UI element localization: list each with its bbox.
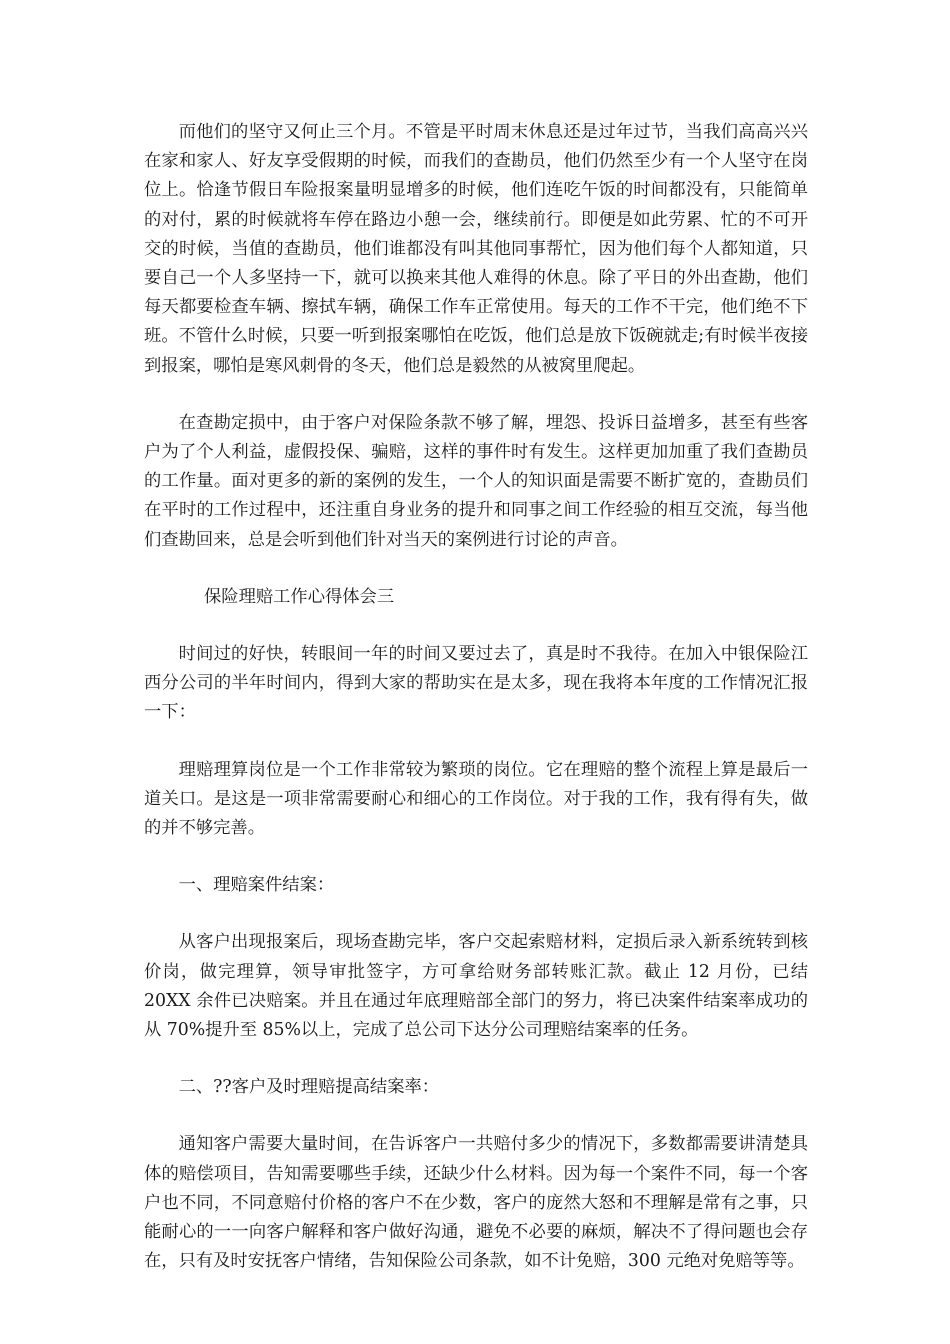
paragraph-gap (144, 381, 808, 409)
paragraph-gap (144, 900, 808, 928)
paragraph-gap (144, 1102, 808, 1130)
paragraph-gap (144, 728, 808, 756)
section-title: 保险理赔工作心得体会三 (204, 586, 395, 607)
paragraph-persistence: 而他们的坚守又何止三个月。不管是平时周末休息还是过年过节，当我们高高兴兴在家和家人、好友享受假期的时候，而我们的查勘员，他们仍然至少有一个人坚守在岗位上。恰逢节假日车险报案量明显增多的时候，他们连吃午饭的时间都没有，只能简单的对付，累的时候就将车停在路边小憩一会，继续前行。即便是如此劳累、忙的不可开交的时候，当值的查勘员，他们谁都没有叫其他同事帮忙，因为他们每个人都知道，只要自己一个人多坚持一下，就可以换来其他人难得的休息。除了平日的外出查勘，他们每天都要检查车辆、擦拭车辆，确保工作车正常使用。每天的工作不干完，他们绝不下班。不管什么时候，只要一听到报案哪怕在吃饭，他们总是放下饭碗就走;有时候半夜接到报案，哪怕是寒风刺骨的冬天，他们总是毅然的从被窝里爬起。 (144, 122, 808, 376)
paragraph-gap (144, 1045, 808, 1073)
paragraph-gap (144, 612, 808, 640)
paragraph-case-closing: 从客户出现报案后，现场查勘完毕，客户交起索赔材料，定损后录入新系统转到核价岗，做完理算，领导审批签字，方可拿给财务部转账汇款。截止 12 月份，已结 20XX 余件已决赔案。并且在通过年底理赔部全部门的努力，将已决案件结案率成功的从 70%提升至 85%以上，完成了总公司下达分公司理赔结案率的任务。 (144, 932, 808, 1041)
paragraph-intro: 时间过的好快，转眼间一年的时间又要过去了，真是时不我待。在加入中银保险江西分公司的半年时间内，得到大家的帮助实在是太多，现在我将本年度的工作情况汇报一下： (144, 644, 808, 723)
heading-timely-claims: 二、??客户及时理赔提高结案率： (178, 1077, 440, 1098)
paragraph-timely-claims: 通知客户需要大量时间，在告诉客户一共赔付多少的情况下，多数都需要讲清楚具体的赔偿项目，告知需要哪些手续，还缺少什么材料。因为每一个案件不同，每一个客户也不同，不同意赔付价格的客户不在少数，客户的庞然大怒和不理解是常有之事，只能耐心的一一向客户解释和客户做好沟通，避免不必要的麻烦，解决不了得问题也会存在，只有及时安抚客户情绪，告知保险公司条款，如不计免赔，300 元绝对免赔等等。 (144, 1134, 808, 1272)
paragraph-investigation: 在查勘定损中，由于客户对保险条款不够了解，埋怨、投诉日益增多，甚至有些客户为了个人利益，虚假投保、骗赔，这样的事件时有发生。这样更加加重了我们查勘员的工作量。面对更多的新的案例的发生，一个人的知识面是需要不断扩宽的，查勘员们在平时的工作过程中，还注重自身业务的提升和同事之间工作经验的相互交流，每当他们查勘回来，总是会听到他们针对当天的案例进行讨论的声音。 (144, 412, 808, 550)
paragraph-gap (144, 555, 808, 583)
paragraph-role: 理赔理算岗位是一个工作非常较为繁琐的岗位。它在理赔的整个流程上算是最后一道关口。是这是一项非常需要耐心和细心的工作岗位。对于我的工作，我有得有失，做的并不够完善。 (144, 759, 808, 839)
paragraph-gap (144, 843, 808, 871)
heading-case-closing: 一、理赔案件结案： (178, 875, 335, 896)
document-page (144, 118, 808, 1277)
